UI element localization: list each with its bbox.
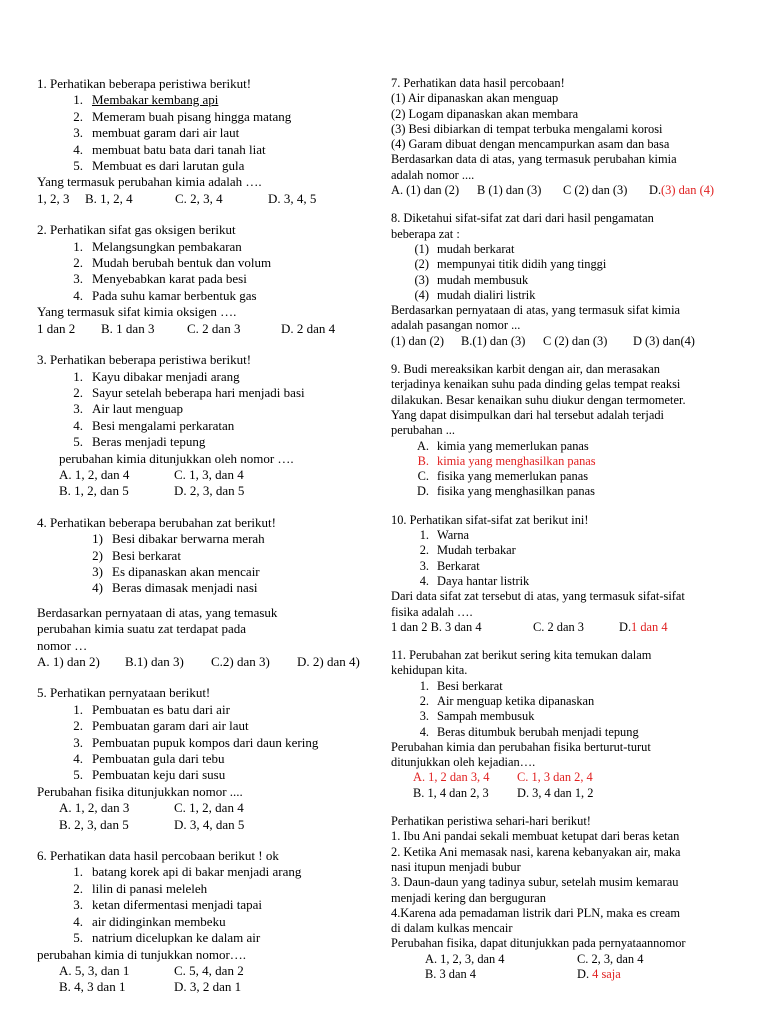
answer-options (391, 967, 736, 982)
question-7 (391, 76, 736, 198)
question-prompt: Yang termasuk sifat kimia oksigen …. (37, 304, 237, 320)
option-c: C. 5, 4, dan 2 (174, 962, 244, 978)
list-item: 4. Besi mengalami perkaratan (73, 417, 235, 433)
question-4 (37, 515, 382, 671)
question-text: nomor … (37, 637, 88, 653)
option-b: B (1) dan (3) (477, 183, 542, 198)
answer-options (37, 321, 382, 337)
answer-options (391, 952, 736, 967)
correct-answer: 4 saja (592, 967, 621, 982)
question-text: Perubahan kimia dan perubahan fisika berturut-turut (391, 739, 651, 754)
option-c: C. fisika yang memerlukan panas (417, 469, 589, 484)
list-item: 5. Beras menjadi tepung (73, 434, 206, 450)
correct-answer: C. 1, 3 dan 2, 4 (517, 770, 593, 785)
option-c: C. 2 dan 3 (533, 619, 584, 634)
option-b: B. 1, 4 dan 2, 3 (413, 785, 489, 800)
question-title: 1. Perhatikan beberapa peristiwa berikut! (37, 76, 252, 91)
question-11 (391, 648, 736, 801)
question-title: 5. Perhatikan pernyataan berikut! (37, 685, 211, 701)
list-item: 2. Mudah berubah bentuk dan volum (73, 255, 272, 271)
list-item: 1. Melangsungkan pembakaran (73, 238, 242, 254)
list-item: 4) Beras dimasak menjadi nasi (92, 580, 258, 596)
question-title: 10. Perhatikan sifat-sifat zat berikut ini! (391, 512, 589, 527)
option-b: B.(1) dan (3) (461, 333, 526, 348)
correct-answer: B. kimia yang menghasilkan panas (417, 453, 596, 468)
left-column (37, 76, 382, 996)
question-text: perubahan kimia suatu zat terdapat pada (37, 621, 246, 637)
answer-options (391, 786, 736, 801)
option-d: D. (649, 183, 662, 198)
question-title: Perhatikan peristiwa sehari-hari berikut! (391, 814, 591, 829)
list-item: 1. Pembuatan es batu dari air (73, 701, 230, 717)
question-text: terjadinya kenaikan suhu pada dinding gelas tempat reaksi (391, 377, 681, 392)
option-d: D. 3, 4 dan 1, 2 (517, 785, 594, 800)
list-item: 2) Besi berkarat (92, 547, 181, 563)
question-prompt: perubahan kimia ditunjukkan oleh nomor …. (59, 450, 294, 466)
question-10 (391, 513, 736, 635)
list-item: 4. Beras ditumbuk berubah menjadi tepung (419, 724, 639, 739)
question-text: 2. Ketika Ani memasak nasi, karena kebanyakan air, maka (391, 844, 681, 859)
question-text: perubahan ... (391, 423, 455, 438)
question-text: adalah pasangan nomor ... (391, 318, 521, 333)
list-item: (4) mudah dialiri listrik (414, 287, 536, 302)
option-a: A. 1, 2, dan 3 (59, 800, 130, 816)
list-item: 3) Es dipanaskan akan mencair (92, 563, 260, 579)
option-c: C (2) dan (3) (543, 333, 608, 348)
list-item: 3. ketan difermentasi menjadi tapai (73, 897, 263, 913)
option-c: C. 1, 3, dan 4 (174, 466, 244, 482)
list-item: 2. Memeram buah pisang hingga matang (73, 108, 292, 124)
list-item: 3. Pembuatan pupuk kompos dari daun kering (73, 734, 319, 750)
question-text: menjadi kering dan berguguran (391, 890, 546, 905)
list-item: 1. Kayu dibakar menjadi arang (73, 368, 240, 384)
answer-options (37, 963, 382, 979)
option-a: A. 1, 2, dan 4 (59, 466, 130, 482)
option-d: D. 3, 4, 5 (268, 190, 317, 206)
list-item: 2. lilin di panasi meleleh (73, 880, 208, 896)
question-text: Yang dapat disimpulkan dari hal tersebut adalah terjadi (391, 407, 664, 422)
list-item: 2. Air menguap ketika dipanaskan (419, 693, 595, 708)
answer-options (37, 467, 382, 483)
list-item: (2) mempunyai titik didih yang tinggi (414, 257, 607, 272)
list-item: 4. air didinginkan membeku (73, 913, 226, 929)
option-d: D. 3, 4, dan 5 (174, 816, 245, 832)
option-b: B. 3 dan 4 (425, 967, 476, 982)
correct-answer: 1 dan 4 (631, 619, 668, 634)
option-a-b: 1 dan 2 B. 3 dan 4 (391, 619, 482, 634)
option-a: 1 dan 2 (37, 320, 76, 336)
option-a: A. 5, 3, dan 1 (59, 962, 130, 978)
option-a: (1) dan (2) (391, 333, 444, 348)
question-title: 3. Perhatikan beberapa peristiwa berikut! (37, 352, 252, 368)
list-item: 4. Pada suhu kamar berbentuk gas (73, 287, 257, 303)
question-text: fisika adalah …. (391, 604, 473, 619)
data-line: Berdasarkan data di atas, yang termasuk perubahan kimia (391, 152, 677, 167)
option-c: C. 1, 2, dan 4 (174, 800, 244, 816)
option-c: C. 2, 3, dan 4 (577, 951, 644, 966)
question-prompt: Perubahan fisika ditunjukkan nomor .... (37, 783, 243, 799)
question-prompt: perubahan kimia di tunjukkan nomor…. (37, 946, 247, 962)
question-3 (37, 352, 382, 500)
list-item: 3. Air laut menguap (73, 401, 183, 417)
question-title: 11. Perubahan zat berikut sering kita temukan dalam (391, 648, 652, 663)
option-b: B. 2, 3, dan 5 (59, 816, 129, 832)
data-line: (1) Air dipanaskan akan menguap (391, 91, 559, 106)
question-text: Berdasarkan pernyataan di atas, yang temasuk (37, 604, 278, 620)
question-9 (391, 362, 736, 500)
data-line: (2) Logam dipanaskan akan membara (391, 106, 579, 121)
list-item: 1. batang korek api di bakar menjadi arang (73, 864, 302, 880)
list-item: (3) mudah membusuk (414, 272, 529, 287)
question-text: di dalam kulkas mencair (391, 921, 513, 936)
option-c: C. 2, 3, 4 (175, 190, 223, 206)
option-a: A. 1, 2 dan 3, 4 (413, 770, 490, 785)
question-text: Dari data sifat zat tersebut di atas, yang termasuk sifat-sifat (391, 589, 685, 604)
list-item: 1) Besi dibakar berwarna merah (92, 531, 265, 547)
question-title: 7. Perhatikan data hasil percobaan! (391, 76, 565, 90)
list-item: 2. Pembuatan garam dari air laut (73, 718, 249, 734)
option-d: D. (577, 967, 590, 982)
list-item: 1. Membakar kembang api (73, 92, 219, 108)
question-title: kehidupan kita. (391, 663, 468, 678)
option-a: 1, 2, 3 (37, 190, 70, 206)
list-item: 1. Besi berkarat (419, 678, 503, 693)
list-item: 2. Mudah terbakar (419, 543, 516, 558)
data-line: (3) Besi dibiarkan di tempat terbuka mengalami korosi (391, 121, 663, 136)
answer-options (37, 817, 382, 833)
option-b: B. 1, 2, 4 (85, 190, 133, 206)
option-d: D. 2) dan 4) (297, 654, 360, 669)
list-item: 2. Sayur setelah beberapa hari menjadi basi (73, 384, 305, 400)
question-6 (37, 848, 382, 996)
list-item: 5. Pembuatan keju dari susu (73, 767, 226, 783)
option-a: A. 1) dan 2) (37, 654, 100, 669)
question-text: 4.Karena ada pemadaman listrik dari PLN, maka es cream (391, 905, 680, 920)
question-2 (37, 222, 382, 337)
list-item: 3. membuat garam dari air laut (73, 125, 240, 141)
answer-options (391, 183, 736, 198)
option-b: B.1) dan 3) (125, 654, 184, 669)
option-b: B. 1, 2, dan 5 (59, 483, 129, 499)
question-text: 3. Daun-daun yang tadinya subur, setelah musim kemarau (391, 875, 679, 890)
question-5 (37, 685, 382, 833)
question-text: Berdasarkan pernyataan di atas, yang termasuk sifat kimia (391, 303, 681, 318)
answer-options (391, 620, 736, 635)
question-1 (37, 76, 382, 207)
answer-options (37, 191, 382, 207)
list-item: 4. Daya hantar listrik (419, 573, 530, 588)
question-text: 9. Budi mereaksikan karbit dengan air, dan merasakan (391, 362, 660, 377)
answer-options (37, 800, 382, 816)
question-8 (391, 211, 736, 349)
list-item: 5. Membuat es dari larutan gula (73, 158, 245, 174)
option-a: A. (1) dan (2) (391, 183, 460, 198)
question-12 (391, 814, 736, 982)
answer-options (391, 770, 736, 785)
option-d: D. 2, 3, dan 5 (174, 483, 245, 499)
option-d: D. 2 dan 4 (281, 320, 336, 336)
question-text: ditunjukkan oleh kejadian…. (391, 755, 536, 770)
list-item: 4. Pembuatan gula dari tebu (73, 751, 225, 767)
question-title: 2. Perhatikan sifat gas oksigen berikut (37, 222, 236, 238)
answer-options (37, 483, 382, 499)
question-prompt: Perubahan fisika, dapat ditunjukkan pada pernyataannomor (391, 936, 686, 951)
option-d: D. fisika yang menghasilkan panas (416, 484, 595, 499)
question-title: 6. Perhatikan data hasil percobaan berikut ! ok (37, 848, 279, 864)
question-title: 8. Diketahui sifat-sifat zat dari dari hasil pengamatan (391, 211, 654, 226)
option-b: B. 1 dan 3 (101, 320, 155, 336)
list-item: 4. membuat batu bata dari tanah liat (73, 141, 266, 157)
list-item: 5. natrium dicelupkan ke dalam air (73, 930, 261, 946)
question-prompt: Yang termasuk perubahan kimia adalah …. (37, 174, 262, 190)
question-title: beberapa zat : (391, 226, 460, 241)
right-column (391, 76, 736, 982)
answer-options (37, 654, 382, 670)
question-text: dilakukan. Besar kenaikan suhu diukur dengan termometer. (391, 392, 686, 407)
option-c: C. 2 dan 3 (187, 320, 241, 336)
question-title: 4. Perhatikan beberapa berubahan zat berikut! (37, 514, 276, 530)
option-d: D. 3, 2 dan 1 (174, 979, 242, 995)
option-c: C (2) dan (3) (563, 183, 628, 198)
list-item: 3. Sampah membusuk (419, 709, 535, 724)
data-line: (4) Garam dibuat dengan mencampurkan asam dan basa (391, 137, 670, 152)
list-item: (1) mudah berkarat (414, 241, 515, 256)
option-a: A. 1, 2, 3, dan 4 (425, 951, 505, 966)
option-c: C.2) dan 3) (211, 654, 270, 669)
answer-options (37, 979, 382, 995)
correct-answer: (3) dan (4) (661, 183, 715, 198)
option-d: D (3) dan(4) (633, 333, 695, 348)
option-d: D. (619, 619, 632, 634)
option-a: A. kimia yang memerlukan panas (416, 438, 589, 453)
list-item: 3. Menyebabkan karat pada besi (73, 271, 247, 287)
data-line: adalah nomor .... (391, 167, 475, 182)
list-item: 3. Berkarat (419, 558, 480, 573)
question-text: nasi itupun menjadi bubur (391, 859, 521, 874)
option-b: B. 4, 3 dan 1 (59, 979, 126, 995)
answer-options (391, 334, 736, 349)
list-item: 1. Warna (419, 528, 470, 543)
question-text: 1. Ibu Ani pandai sekali membuat ketupat dari beras ketan (391, 829, 680, 844)
